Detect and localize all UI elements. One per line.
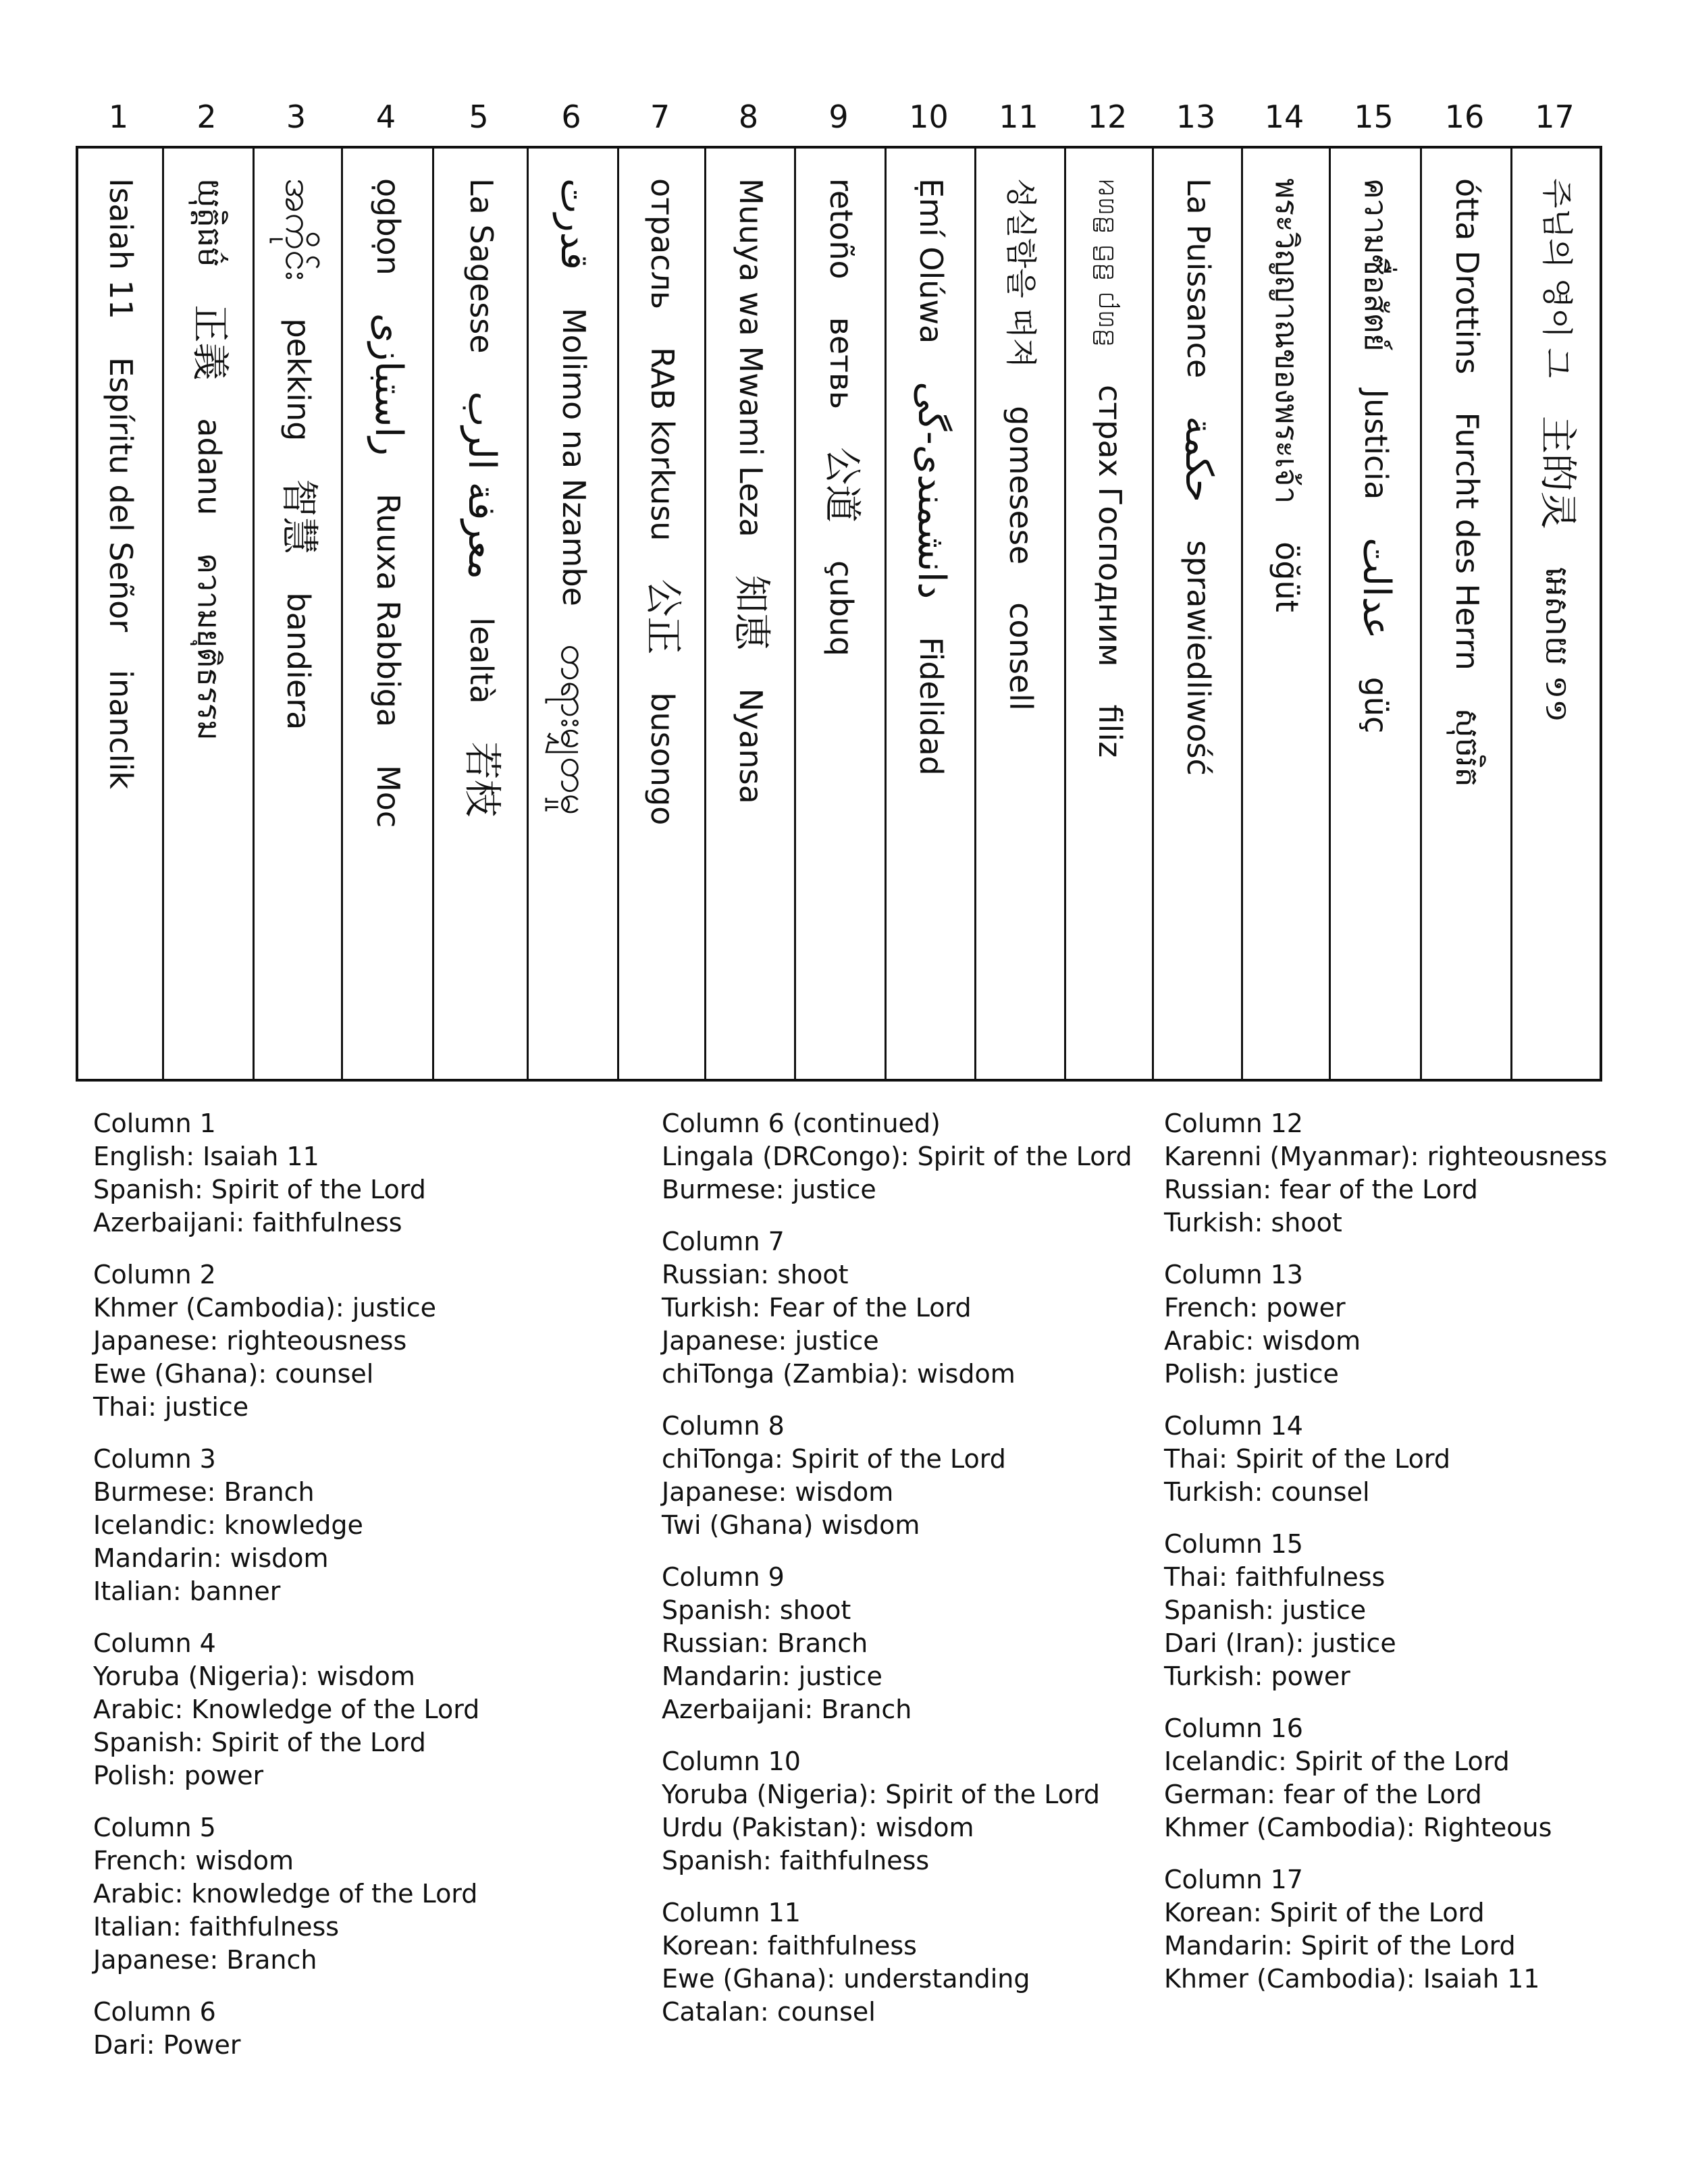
- column-word: RAB korkusu: [644, 347, 681, 541]
- column-word: страх Господним: [1092, 385, 1128, 667]
- legend-group-column-1: [93, 1107, 479, 1240]
- word-column-10: [887, 149, 976, 1079]
- column-word: សុចរិត: [1449, 708, 1485, 787]
- legend-line: Ewe (Ghana): counsel: [93, 1359, 374, 1389]
- column-word: filiz: [1092, 704, 1128, 758]
- legend-line: German: fear of the Lord: [1164, 1780, 1482, 1809]
- column-word: យុត្តិធម៌: [191, 178, 228, 267]
- legend-line: English: Isaiah 11: [93, 1142, 319, 1171]
- legend-title: Column 10: [662, 1747, 801, 1776]
- legend-line: Mandarin: Spirit of the Lord: [1164, 1931, 1516, 1961]
- column-word: معرفة الرب: [460, 391, 504, 580]
- legend-line: Azerbaijani: faithfulness: [93, 1208, 402, 1237]
- legend-line: Thai: Spirit of the Lord: [1164, 1444, 1450, 1474]
- legend-right: [1164, 1107, 1607, 2015]
- column-word: 若枝: [460, 741, 504, 818]
- column-word: bandiera: [280, 592, 317, 730]
- legend-line: Arabic: Knowledge of the Lord: [93, 1695, 480, 1724]
- legend-line: Turkish: counsel: [1164, 1477, 1370, 1507]
- legend-title: Column 13: [1164, 1260, 1303, 1289]
- legend-line: French: power: [1164, 1293, 1346, 1323]
- legend-line: Khmer (Cambodia): Isaiah 11: [1164, 1964, 1540, 1994]
- legend-title: Column 1: [93, 1109, 216, 1138]
- legend-title: Column 2: [93, 1260, 216, 1289]
- legend-line: Twi (Ghana) wisdom: [662, 1510, 920, 1540]
- column-number: 7: [650, 99, 670, 135]
- legend-line: Polish: power: [93, 1761, 264, 1790]
- legend-line: Icelandic: Spirit of the Lord: [1164, 1747, 1510, 1776]
- column-word: راستبازی: [367, 313, 411, 456]
- legend-line: Japanese: righteousness: [93, 1326, 407, 1356]
- column-word: adanu: [191, 418, 228, 516]
- column-word: တရားမျှတမှု: [552, 643, 596, 816]
- legend-line: chiTonga (Zambia): wisdom: [662, 1359, 1016, 1389]
- legend-title: Column 12: [1164, 1109, 1303, 1138]
- column-number: 14: [1264, 99, 1304, 135]
- column-number: 4: [375, 99, 396, 135]
- legend-line: Yoruba (Nigeria): Spirit of the Lord: [662, 1780, 1101, 1809]
- legend-line: Turkish: shoot: [1164, 1208, 1342, 1237]
- word-column-13: [1154, 149, 1243, 1079]
- column-word: 주님의 영이 그: [1539, 178, 1576, 378]
- legend-group-column-7: [662, 1225, 1132, 1391]
- column-word: çubuq: [823, 560, 860, 657]
- legend-title: Column 7: [662, 1227, 785, 1256]
- legend-group-column-13: [1164, 1258, 1607, 1391]
- word-column-7: [619, 149, 706, 1079]
- column-word: öğüt: [1269, 541, 1305, 612]
- legend-title: Column 16: [1164, 1713, 1303, 1743]
- word-column-11: [976, 149, 1066, 1079]
- column-word: حكمة: [1177, 416, 1221, 503]
- word-column-6: [529, 149, 619, 1079]
- column-word: busongo: [644, 692, 681, 826]
- legend-title: Column 8: [662, 1411, 785, 1441]
- legend-line: Burmese: justice: [662, 1175, 876, 1204]
- legend-title: Column 6: [93, 1997, 216, 2027]
- legend-line: Mandarin: justice: [662, 1661, 882, 1691]
- column-word: отрасль: [644, 178, 681, 310]
- legend-group-column-17: [1164, 1863, 1607, 1996]
- column-word: ความยุติธรรม: [191, 553, 228, 741]
- legend-line: Dari (Iran): justice: [1164, 1628, 1396, 1658]
- legend-line: Japanese: Branch: [93, 1945, 317, 1975]
- column-word: ветвь: [823, 317, 860, 410]
- legend-line: Karenni (Myanmar): righteousness: [1164, 1142, 1608, 1171]
- legend-line: Arabic: knowledge of the Lord: [93, 1879, 478, 1909]
- legend-line: Japanese: justice: [662, 1326, 879, 1356]
- legend-group-column-5: [93, 1811, 479, 1977]
- column-word: 智慧: [277, 479, 321, 555]
- legend-title: Column 5: [93, 1813, 216, 1842]
- legend-title: Column 9: [662, 1562, 785, 1592]
- legend-line: Japanese: wisdom: [662, 1477, 894, 1507]
- legend-group-column-3: [93, 1443, 479, 1608]
- legend-line: Italian: faithfulness: [93, 1912, 340, 1942]
- legend-line: Thai: faithfulness: [1164, 1562, 1386, 1592]
- legend-line: Spanish: justice: [1164, 1595, 1367, 1625]
- column-word: lealtà: [463, 617, 500, 704]
- word-column-5: [434, 149, 529, 1079]
- column-word: inanclik: [103, 670, 140, 789]
- legend-line: Icelandic: knowledge: [93, 1510, 363, 1540]
- column-word: အကိုင်း: [277, 178, 321, 281]
- column-number: 9: [828, 99, 849, 135]
- legend-middle: [662, 1107, 1132, 2048]
- legend-line: Korean: Spirit of the Lord: [1164, 1898, 1485, 1927]
- column-number: 6: [561, 99, 581, 135]
- legend-group-column-6: [93, 1996, 479, 2062]
- column-number: 15: [1354, 99, 1394, 135]
- column-number: 3: [286, 99, 307, 135]
- column-word: pekking: [280, 318, 317, 442]
- column-word: Isaiah 11: [103, 178, 140, 319]
- legend-title: Column 3: [93, 1444, 216, 1474]
- column-word: güç: [1358, 676, 1395, 734]
- column-number: 10: [909, 99, 949, 135]
- column-word: 公正: [641, 579, 685, 655]
- column-word: Nyansa: [733, 688, 770, 804]
- column-word: 正義: [188, 304, 232, 381]
- word-column-1: [78, 149, 164, 1079]
- legend-title: Column 14: [1164, 1411, 1303, 1441]
- legend-title: Column 15: [1164, 1529, 1303, 1559]
- column-number: 1: [108, 99, 129, 135]
- column-word: ọgbọn: [370, 178, 407, 275]
- word-column-16: [1422, 149, 1512, 1079]
- legend-group-column-4: [93, 1627, 479, 1792]
- legend-line: Burmese: Branch: [93, 1477, 315, 1507]
- column-number: 8: [738, 99, 759, 135]
- legend-group-column-9: [662, 1561, 1132, 1726]
- word-column-9: [796, 149, 887, 1079]
- legend-line: Khmer (Cambodia): justice: [93, 1293, 436, 1323]
- column-word: Justicia: [1358, 389, 1395, 500]
- legend-line: Dari: Power: [93, 2030, 241, 2060]
- word-column-4: [343, 149, 434, 1079]
- legend-group-column-14: [1164, 1410, 1607, 1509]
- legend-line: Catalan: counsel: [662, 1997, 876, 2027]
- word-column-3: [255, 149, 343, 1079]
- legend-line: chiTonga: Spirit of the Lord: [662, 1444, 1006, 1474]
- legend-line: Spanish: Spirit of the Lord: [93, 1728, 426, 1757]
- column-word: 公道: [820, 447, 864, 523]
- column-word: 성실함을 떠져: [1003, 178, 1040, 369]
- word-column-17: [1512, 149, 1602, 1079]
- legend-group-column-15: [1164, 1528, 1607, 1693]
- legend-group-column-11: [662, 1896, 1132, 2029]
- legend-title: Column 6 (continued): [662, 1109, 941, 1138]
- legend-line: Polish: justice: [1164, 1359, 1339, 1389]
- legend-line: Korean: faithfulness: [662, 1931, 917, 1961]
- column-word: قدرت: [552, 178, 596, 270]
- column-word: ความซื่อสัตย์: [1358, 178, 1395, 352]
- column-word: ꤙꤛꤢ꤭ ꤞꤢ꤬ ꤓꤛꤢ꤬: [1092, 178, 1128, 348]
- column-word: ótta Drottins: [1449, 178, 1485, 375]
- column-word: consell: [1003, 602, 1040, 711]
- legend-line: Azerbaijani: Branch: [662, 1695, 912, 1724]
- column-word: Ẹmí Olúwa: [913, 178, 950, 344]
- legend-line: Russian: shoot: [662, 1260, 849, 1289]
- legend-title: Column 11: [662, 1898, 801, 1927]
- legend-line: Arabic: wisdom: [1164, 1326, 1361, 1356]
- column-word: دانشمندی-گی: [909, 381, 954, 600]
- column-word: Ruuxa Rabbiga: [370, 494, 407, 728]
- column-word: អេសាយ ១១: [1539, 566, 1576, 723]
- column-number: 17: [1535, 99, 1575, 135]
- legend-line: Urdu (Pakistan): wisdom: [662, 1813, 974, 1842]
- legend-group-column-12: [1164, 1107, 1607, 1240]
- column-word: retoño: [823, 178, 860, 279]
- word-column-8: [706, 149, 796, 1079]
- column-number: 16: [1444, 99, 1485, 135]
- legend-line: Ewe (Ghana): understanding: [662, 1964, 1030, 1994]
- legend-line: Mandarin: wisdom: [93, 1543, 329, 1573]
- legend-line: Turkish: power: [1164, 1661, 1350, 1691]
- legend-line: Russian: Branch: [662, 1628, 868, 1658]
- column-word: Molimo na Nzambe: [556, 307, 592, 606]
- column-number: 5: [469, 99, 489, 135]
- legend-line: Turkish: Fear of the Lord: [662, 1293, 972, 1323]
- word-column-2: [164, 149, 255, 1079]
- word-column-12: [1066, 149, 1154, 1079]
- legend-line: Khmer (Cambodia): Righteous: [1164, 1813, 1552, 1842]
- legend-line: Thai: justice: [93, 1392, 249, 1422]
- column-number: 13: [1176, 99, 1216, 135]
- column-word: 主的灵: [1535, 415, 1580, 529]
- column-number: 2: [196, 99, 217, 135]
- column-word: 知恵: [729, 575, 774, 651]
- legend-line: French: wisdom: [93, 1846, 294, 1875]
- word-column-14: [1243, 149, 1331, 1079]
- legend-line: Italian: banner: [93, 1576, 281, 1606]
- column-number-row: [76, 93, 1602, 140]
- legend-group-column-8: [662, 1410, 1132, 1542]
- legend-group-column-10: [662, 1745, 1132, 1877]
- column-word: La Puissance: [1180, 178, 1217, 379]
- legend-line: Spanish: faithfulness: [662, 1846, 930, 1875]
- legend-title: Column 17: [1164, 1865, 1303, 1894]
- column-number: 12: [1087, 99, 1128, 135]
- legend-group-column-6-continued: [662, 1107, 1132, 1206]
- word-columns-table: [76, 146, 1602, 1082]
- legend-group-column-16: [1164, 1712, 1607, 1844]
- column-word: Espíritu del Señor: [103, 357, 140, 633]
- legend-left: [93, 1107, 479, 2081]
- column-word: Muuya wa Mwami Leza: [733, 178, 770, 537]
- legend-line: Spanish: shoot: [662, 1595, 851, 1625]
- column-word: Fidelidad: [913, 637, 950, 776]
- legend-group-column-2: [93, 1258, 479, 1424]
- word-column-15: [1331, 149, 1422, 1079]
- legend-line: Lingala (DRCongo): Spirit of the Lord: [662, 1142, 1132, 1171]
- column-word: La Sagesse: [463, 178, 500, 354]
- column-word: Moc: [370, 765, 407, 828]
- column-word: عدالت: [1354, 537, 1399, 639]
- column-word: sprawiedliwość: [1180, 540, 1217, 776]
- legend-title: Column 4: [93, 1628, 216, 1658]
- legend-line: Yoruba (Nigeria): wisdom: [93, 1661, 415, 1691]
- column-number: 11: [999, 99, 1038, 135]
- legend-line: Spanish: Spirit of the Lord: [93, 1175, 426, 1204]
- legend-line: Russian: fear of the Lord: [1164, 1175, 1478, 1204]
- column-word: Furcht des Herrn: [1449, 412, 1485, 670]
- column-word: พระวิญญาณของพระเจ้า: [1269, 178, 1305, 504]
- column-word: gomesese: [1003, 406, 1040, 565]
